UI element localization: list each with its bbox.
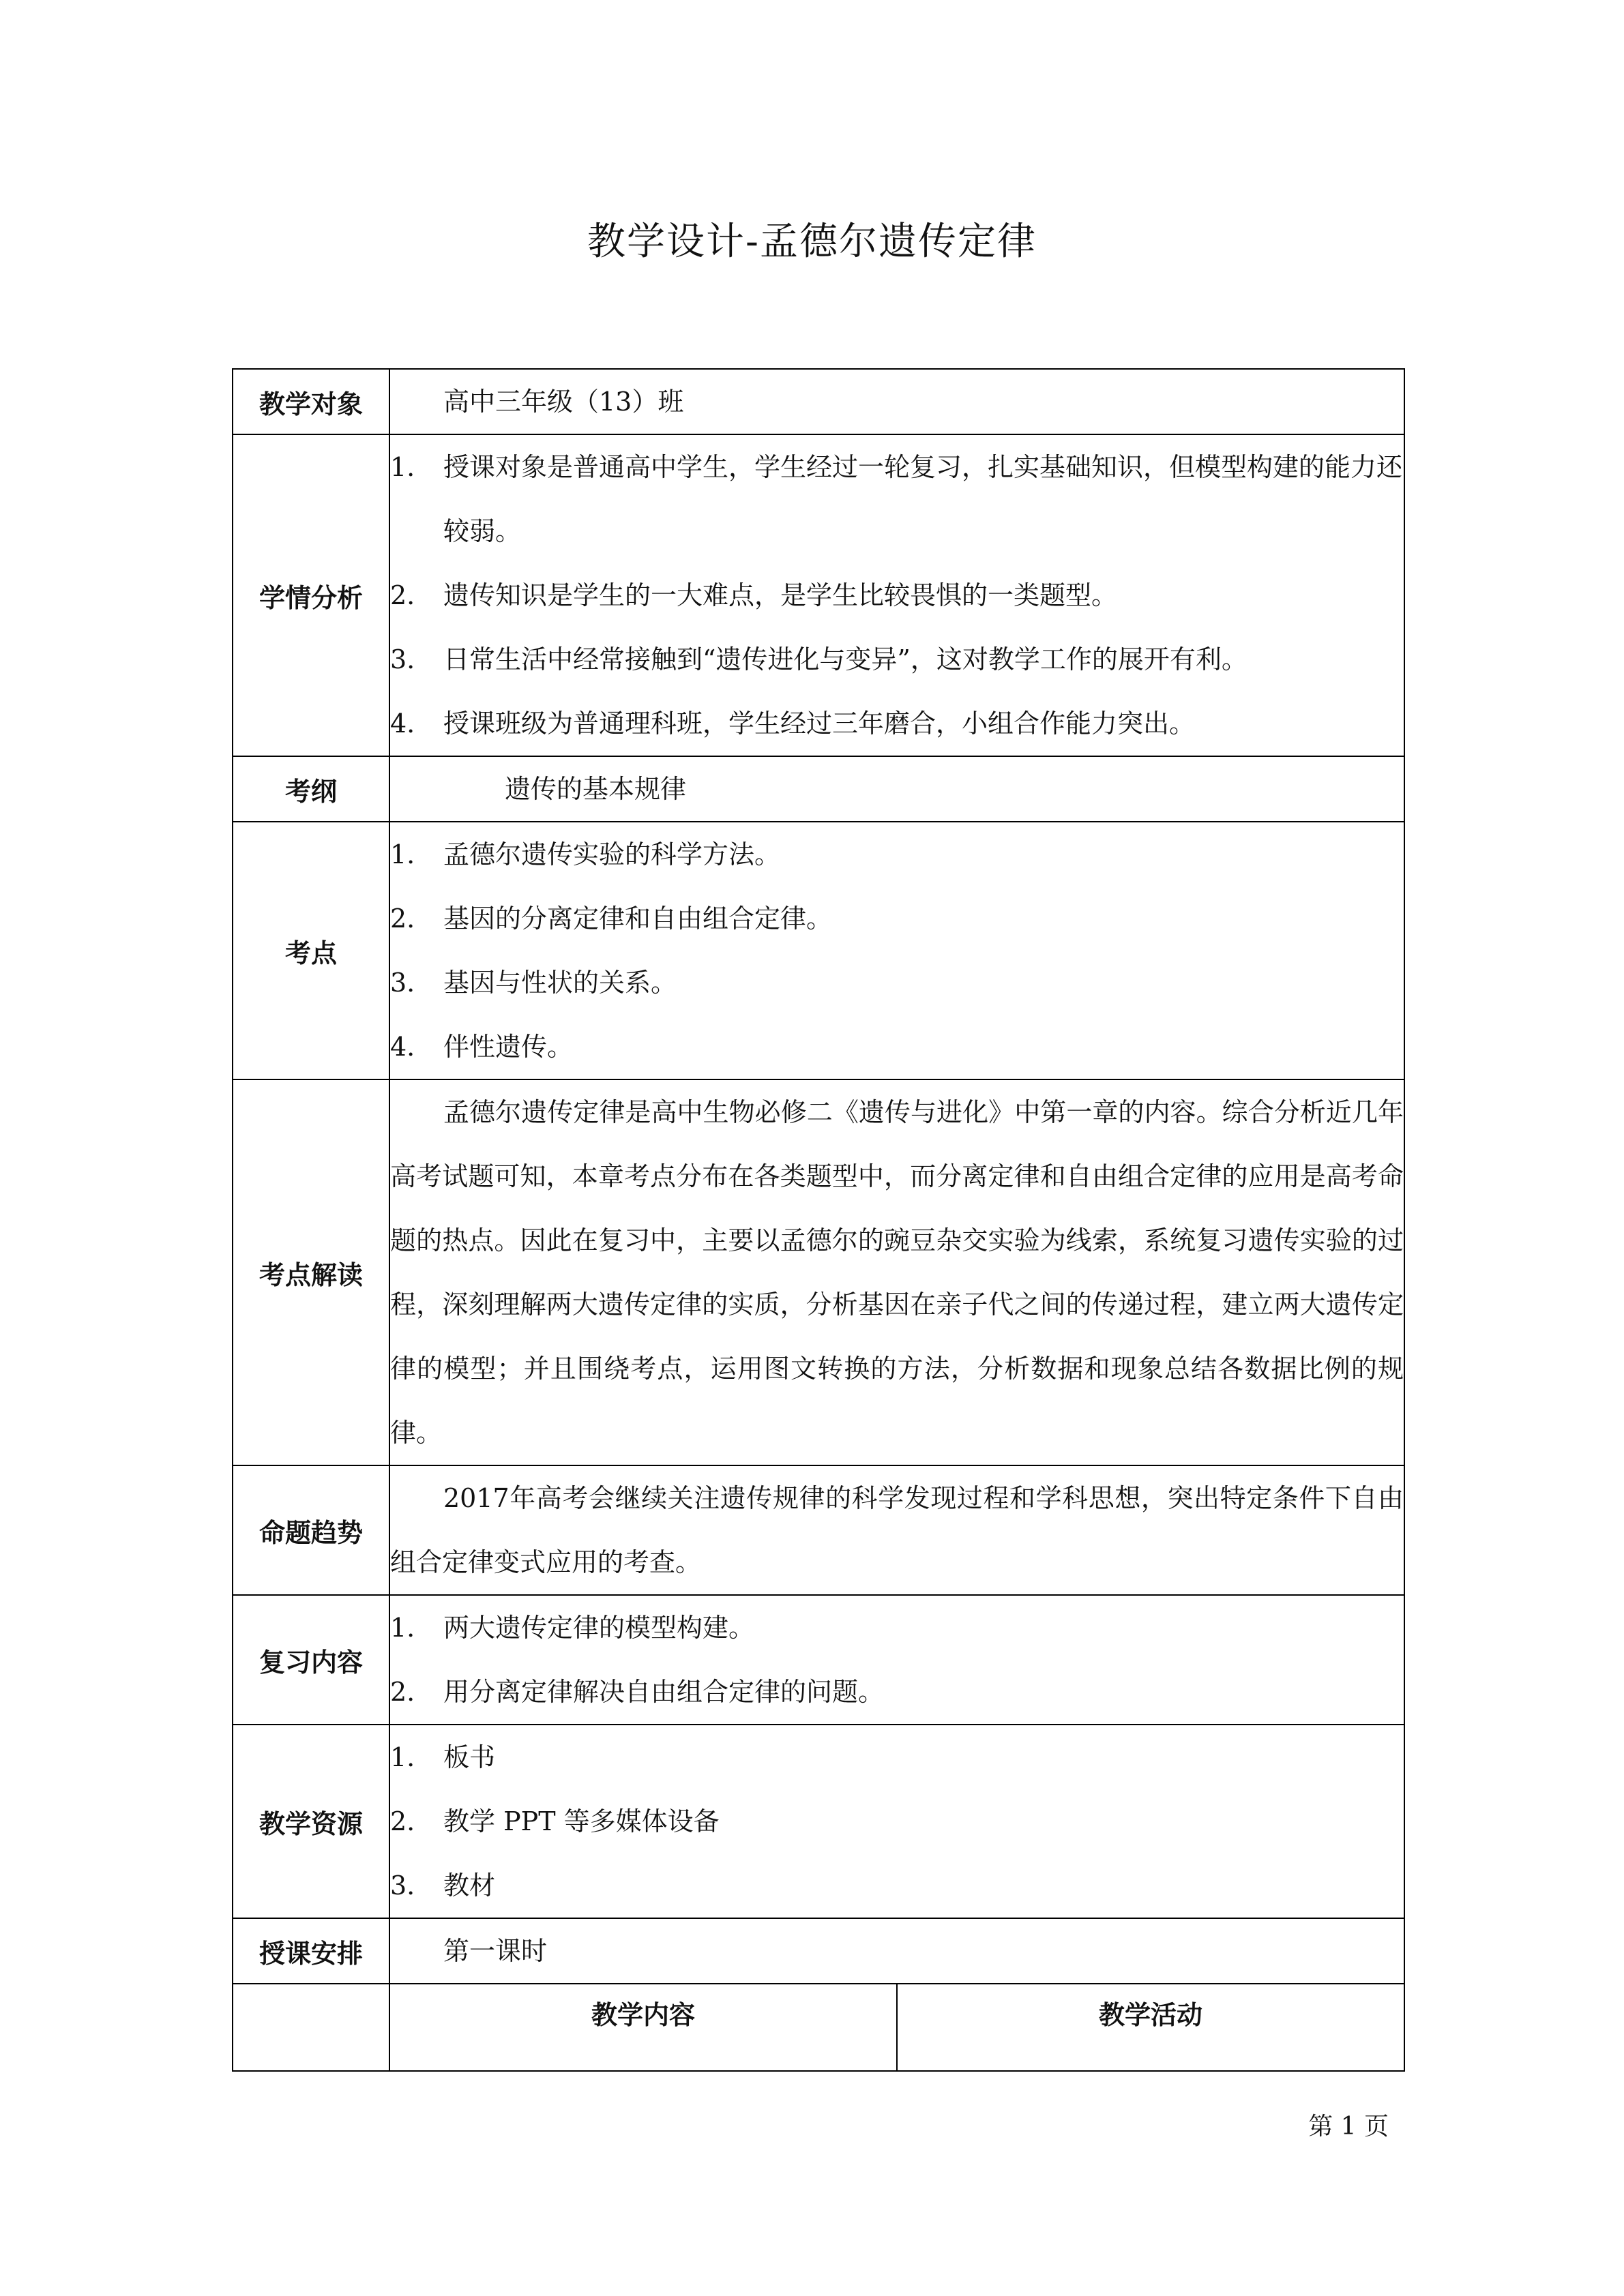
- list-item: [390, 951, 1404, 1015]
- list-item: [390, 563, 1404, 627]
- page-title: 教学设计-孟德尔遗传定律: [587, 220, 1037, 264]
- value-syllabus: [389, 756, 1404, 822]
- item-text: 用分离定律解决自由组合定律的问题。: [443, 1677, 885, 1707]
- item-text: 伴性遗传。: [443, 1032, 574, 1062]
- item-text: 两大遗传定律的模型构建。: [443, 1613, 755, 1643]
- resources-list: [389, 1725, 1404, 1918]
- item-number: 2.: [390, 904, 415, 934]
- label-syllabus: 考纲: [233, 756, 389, 822]
- list-item: [390, 1789, 1404, 1853]
- column-teaching-activity: 教学活动: [1098, 2000, 1202, 2030]
- row-resources: [233, 1725, 1404, 1918]
- label-target: 教学对象: [233, 369, 389, 434]
- row-target: [233, 369, 1404, 434]
- item-text: 教材: [443, 1870, 496, 1900]
- item-text: 日常生活中经常接触到“遗传进化与变异”，这对教学工作的展开有利。: [443, 644, 1247, 674]
- value-schedule: [389, 1918, 1404, 1984]
- row-interpretation: [233, 1079, 1404, 1465]
- item-text: 板书: [443, 1742, 496, 1772]
- analysis-list: [389, 434, 1404, 756]
- item-text: 孟德尔遗传实验的科学方法。: [443, 839, 781, 869]
- item-number: 3.: [390, 1870, 415, 1900]
- item-number: 3.: [390, 644, 415, 674]
- label-interpretation: 考点解读: [233, 1079, 389, 1465]
- schedule-text: 第一课时: [443, 1936, 548, 1966]
- item-number: 2.: [390, 580, 415, 610]
- item-number: 1.: [390, 839, 415, 869]
- item-text: 教学 PPT 等多媒体设备: [443, 1806, 720, 1836]
- item-number: 4.: [390, 709, 415, 739]
- trend-cell: [389, 1465, 1404, 1595]
- list-item: [390, 1660, 1404, 1724]
- target-text: 高中三年级（13）班: [443, 387, 684, 417]
- item-number: 1.: [390, 1742, 415, 1772]
- label-schedule: 授课安排: [233, 1918, 389, 1984]
- row-points: [233, 822, 1404, 1079]
- list-item: [390, 691, 1404, 756]
- label-analysis: 学情分析: [233, 434, 389, 756]
- points-list: [389, 822, 1404, 1079]
- interpretation-cell: [389, 1079, 1404, 1465]
- trend-text: 2017年高考会继续关注遗传规律的科学发现过程和学科思想，突出特定条件下自由组合定律变式应用的考查。: [390, 1483, 1404, 1577]
- list-item: [390, 1015, 1404, 1079]
- item-text: 基因的分离定律和自由组合定律。: [443, 904, 833, 934]
- column-teaching-content: 教学内容: [390, 1984, 898, 2070]
- item-text: 授课班级为普通理科班，学生经过三年磨合，小组合作能力突出。: [443, 709, 1196, 739]
- row-syllabus: [233, 756, 1404, 822]
- row-columns: [233, 1984, 1404, 2071]
- list-item: [390, 1596, 1404, 1660]
- columns-header: [389, 1984, 1404, 2071]
- label-review: 复习内容: [233, 1595, 389, 1725]
- list-item: [390, 886, 1404, 951]
- value-target: [389, 369, 1404, 434]
- item-number: 4.: [390, 1032, 415, 1062]
- row-trend: [233, 1465, 1404, 1595]
- list-item: [390, 1725, 1404, 1789]
- label-points: 考点: [233, 822, 389, 1079]
- item-number: 2.: [390, 1806, 415, 1836]
- label-empty: [233, 1984, 389, 2071]
- item-text: 基因与性状的关系。: [443, 968, 677, 998]
- syllabus-text: 遗传的基本规律: [505, 774, 687, 804]
- item-text: 遗传知识是学生的一大难点，是学生比较畏惧的一类题型。: [443, 580, 1118, 610]
- item-text: 授课对象是普通高中学生，学生经过一轮复习，扎实基础知识，但模型构建的能力还较弱。: [443, 452, 1403, 546]
- interpretation-text: 孟德尔遗传定律是高中生物必修二《遗传与进化》中第一章的内容。综合分析近几年高考试题可知，本章考点分布在各类题型中，而分离定律和自由组合定律的应用是高考命题的热点。因此在复习中，主要以孟德尔的豌豆杂交实验为线索，系统复习遗传实验的过程，深刻理解两大遗传定律的实质，分析基因在亲子代之间的传递过程，建立两大遗传定律的模型；并且围绕考点，运用图文转换的方法，分析数据和现象总结各数据比例的规律。: [390, 1097, 1404, 1448]
- list-item: [390, 1853, 1404, 1918]
- review-list: [389, 1595, 1404, 1725]
- list-item: [390, 435, 1404, 563]
- list-item: [390, 627, 1404, 691]
- item-number: 3.: [390, 968, 415, 998]
- list-item: [390, 822, 1404, 886]
- row-analysis: [233, 434, 1404, 756]
- item-number: 2.: [390, 1677, 415, 1707]
- item-number: 1.: [390, 452, 415, 482]
- row-schedule: [233, 1918, 1404, 1984]
- label-trend: 命题趋势: [233, 1465, 389, 1595]
- lesson-plan-table: [232, 368, 1405, 2072]
- label-resources: 教学资源: [233, 1725, 389, 1918]
- page-number: 第 1 页: [1308, 2113, 1389, 2141]
- item-number: 1.: [390, 1613, 415, 1643]
- row-review: [233, 1595, 1404, 1725]
